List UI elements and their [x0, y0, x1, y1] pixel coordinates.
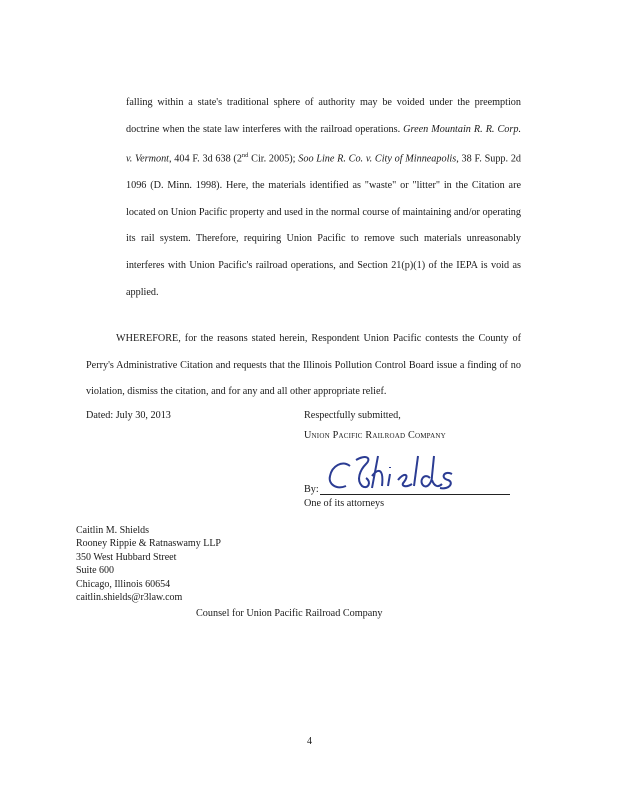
attorney-address-block [76, 524, 221, 604]
city-state-zip: Chicago, Illinois 60654 [76, 578, 171, 590]
respectfully-submitted: Respectfully submitted, [304, 410, 401, 421]
law-firm: Rooney Rippie & Ratnaswamy LLP [76, 538, 221, 550]
company-name: Union Pacific Railroad Company [304, 430, 446, 441]
wherefore-paragraph [86, 326, 521, 406]
counsel-line: Counsel for Union Pacific Railroad Company [196, 608, 383, 619]
by-label: By: [304, 484, 319, 495]
suite: Suite 600 [76, 565, 115, 577]
case-citation-soo-line: Soo Line R. Co. v. City of Minneapolis [298, 153, 457, 165]
page-number: 4 [307, 736, 312, 747]
attorney-name: Caitlin M. Shields [76, 525, 150, 536]
wherefore-text: WHEREFORE, for the reasons stated herein, Respondent Union Pacific contests the County of Perry's Administrative Citation and requests that the Illinois Pollution Control Board issue a finding of no violation, dismiss the citation, and for any and all other appropriate relief. [86, 333, 521, 398]
preemption-text: falling within a state's traditional sphere of authority may be voided under the preemption doctrine when the state law interferes with the railroad operations. Green Mountain R. R. Corp. v. Vermont, 404 F. 3d 638 (2nd Cir. 2005); Soo Line R. Co. v. City of Minneapolis, 38 F. Supp. 2d 1096 (D. Minn. 1998). Here, the materials identified as "waste" or "litter" in the Citation are located on Union Pacific property and used in the normal course of maintaining and/or operating its rail system. Therefore, requiring Union Pacific to remove such materials unreasonably interferes with Union Pacific's railroad operations, and Section 21(p)(1) of the IEPA is void as applied. [126, 97, 522, 298]
email: caitlin.shields@r3law.com [76, 592, 183, 604]
case-citation-green-mountain: Green Mountain R. R. Corp. v. Vermont [126, 123, 521, 165]
preemption-paragraph [126, 90, 521, 306]
one-of-attorneys: One of its attorneys [304, 498, 385, 509]
handwritten-signature [326, 452, 456, 496]
dated-line: Dated: July 30, 2013 [86, 410, 171, 421]
street-address: 350 West Hubbard Street [76, 551, 177, 563]
